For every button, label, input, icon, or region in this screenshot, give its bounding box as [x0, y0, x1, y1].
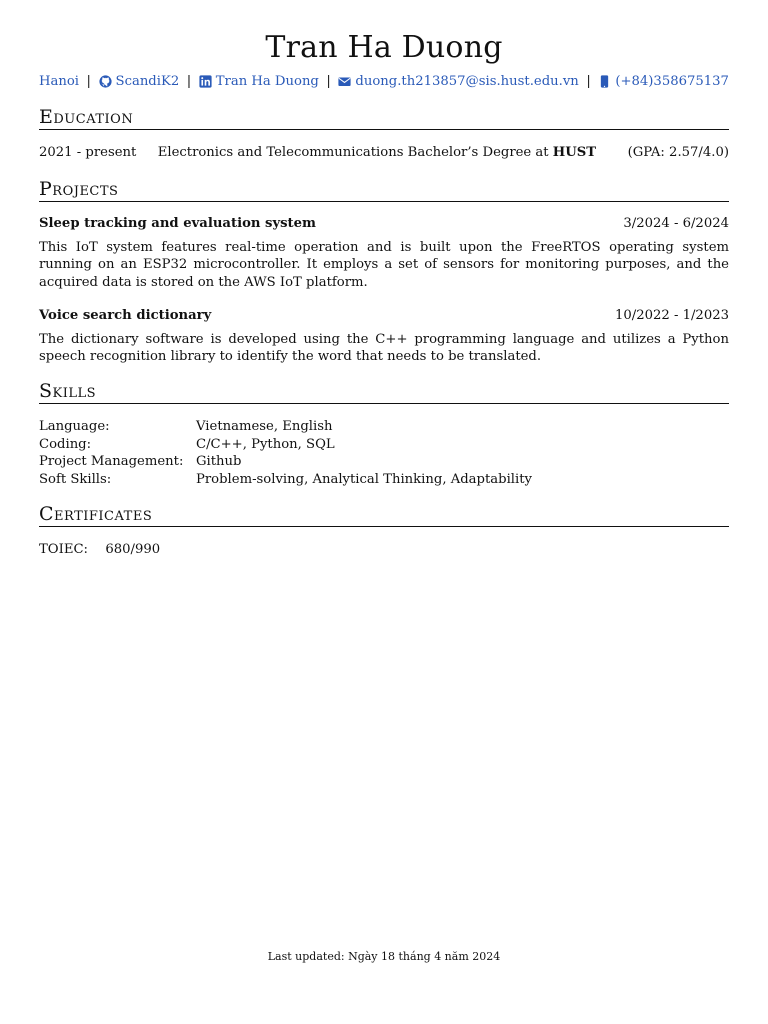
linkedin-icon	[199, 75, 212, 88]
project-header	[39, 307, 729, 325]
skill-label: Coding:	[39, 436, 92, 452]
projects-heading: Projects	[39, 178, 729, 202]
phone-text: (+84)358675137	[615, 74, 729, 89]
education-heading: Education	[39, 106, 729, 130]
education-school: HUST	[552, 145, 597, 160]
skill-value: Vietnamese, English	[196, 419, 333, 434]
location-link[interactable]	[39, 74, 79, 89]
separator: |	[586, 74, 591, 89]
project-description: The dictionary software is developed using the C++ programming language and utilizes a Python speech recognition library to identify the word that needs to be translated.	[39, 331, 729, 364]
location-text: Hanoi	[39, 74, 80, 89]
linkedin-text: Tran Ha Duong	[215, 74, 319, 89]
project-dates: 10/2022 - 1/2023	[614, 308, 729, 323]
education-entry	[39, 144, 729, 162]
education-gpa: (GPA: 2.57/4.0)	[627, 145, 729, 160]
github-text: ScandiK2	[115, 74, 180, 89]
skills-heading: Skills	[39, 380, 729, 404]
envelope-icon	[338, 75, 351, 88]
project-header	[39, 215, 729, 233]
github-icon	[99, 75, 112, 88]
separator: |	[186, 74, 192, 89]
certificate-entry	[39, 541, 729, 559]
candidate-name: Tran Ha Duong	[265, 30, 503, 65]
project-item	[39, 215, 729, 291]
education-degree: Electronics and Telecommunications Bachelor’s Degree at	[157, 145, 549, 160]
project-name: Sleep tracking and evaluation system	[39, 216, 316, 231]
email-link[interactable]	[338, 74, 578, 89]
resume-page	[39, 0, 729, 1024]
project-name: Voice search dictionary	[39, 308, 212, 323]
skill-value: Problem-solving, Analytical Thinking, Adaptability	[196, 471, 532, 487]
project-item	[39, 307, 729, 366]
certificate-label: TOIEC:	[39, 542, 88, 557]
linkedin-link[interactable]	[199, 74, 319, 89]
skill-label: Language:	[39, 419, 110, 434]
education-left	[39, 144, 596, 162]
separator: |	[326, 74, 331, 89]
last-updated-footer: Last updated: Ngày 18 tháng 4 năm 2024	[267, 950, 501, 963]
project-dates: 3/2024 - 6/2024	[623, 216, 729, 231]
skill-value: Github	[196, 454, 242, 469]
skill-label: Soft Skills:	[39, 471, 112, 487]
email-text: duong.th213857@sis.hust.edu.vn	[355, 74, 579, 89]
certificates-heading: Certificates	[39, 503, 729, 527]
certificate-value: 680/990	[105, 542, 161, 557]
skill-label: Project Management:	[39, 454, 184, 469]
separator: |	[86, 74, 91, 89]
github-link[interactable]	[99, 74, 180, 89]
skills-table	[39, 418, 729, 488]
skill-value: C/C++, Python, SQL	[196, 436, 335, 452]
contact-bar	[39, 74, 729, 89]
mobile-phone-icon	[598, 75, 611, 88]
phone-link[interactable]	[598, 74, 729, 89]
education-period: 2021 - present	[39, 145, 137, 160]
project-description: This IoT system features real-time operation and is built upon the FreeRTOS operating system running on an ESP32 microcontroller. It employs a set of sensors for monitoring purposes, and the acquired data is stored on the AWS IoT platform.	[39, 239, 729, 290]
